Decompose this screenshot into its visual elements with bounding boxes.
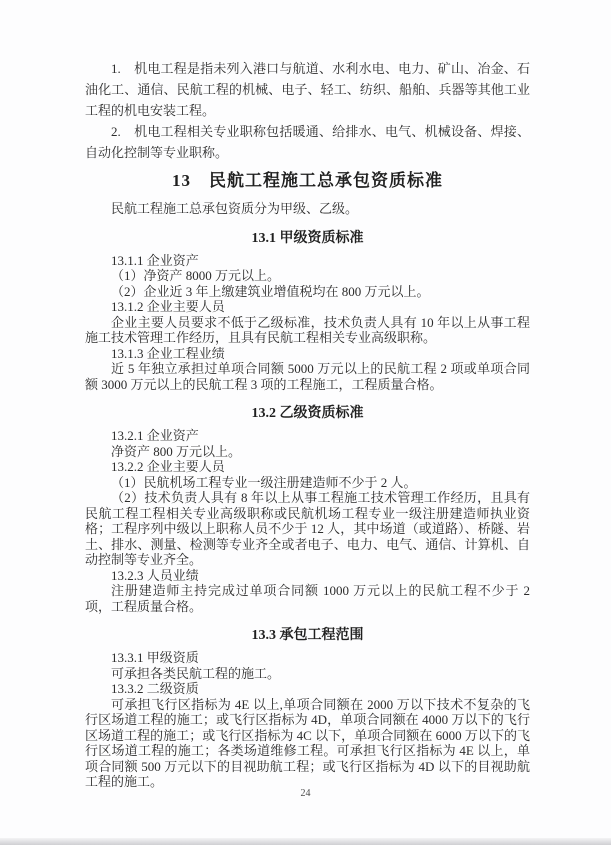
paragraph: 净资产 800 万元以上。: [111, 443, 242, 459]
paragraph: （1）民航机场工程专业一级注册建造师不少于 2 人。: [111, 474, 417, 490]
section-heading: 13.1 甲级资质标准: [251, 230, 364, 246]
paragraph: 民航工程施工总承包资质分为甲级、乙级。: [111, 201, 359, 216]
paragraph: 1. 机电工程是指未列入港口与航道、水利水电、电力、矿山、冶金、石油化工、通信、民航工程的机械、电子、轻工、纺织、船舶、兵器等其他工业工程的机电安装工程。: [85, 61, 530, 118]
paragraph: 企业主要人员要求不低于乙级标准，技术负责人具有 10 年以上从事工程施工技术管理工作经历，且具有民航工程相关专业高级职称。: [85, 314, 530, 345]
paragraph: 2. 机电工程相关专业职称包括暖通、给排水、电气、机械设备、焊接、自动化控制等专业职称。: [85, 124, 530, 160]
paragraph: 注册建造师主持完成过单项合同额 1000 万元以上的民航工程不少于 2 项，工程质量合格。: [85, 583, 530, 614]
subsection-heading: 13.3.2 二级资质: [111, 681, 199, 696]
paragraph: （1）净资产 8000 万元以上。: [111, 268, 281, 283]
paragraph: 可承担各类民航工程的施工。: [111, 665, 281, 681]
paragraph: 可承担飞行区指标为 4E 以上,单项合同额在 2000 万以下技术不复杂的飞行区场道工程的施工；或飞行区指标为 4D，单项合同额在 4000 万以下的飞行区场道工程的施工；或飞行区指标为 4C 以下，单项合同额在 6000 万以下的飞行区场道工程的施工；各类场道维修工程。可承担飞行区指标为 4E 以上，单项合同额 500 万元以下的目视助航工程；或飞行区指标为 4D 以下的目视助航工程的施工。: [85, 696, 530, 789]
subsection-heading: 13.2.2 企业主要人员: [111, 459, 225, 474]
paragraph: （2）企业近 3 年上缴建筑业增值税均在 800 万元以上。: [111, 283, 430, 299]
paragraph: 近 5 年独立承担过单项合同额 5000 万元以上的民航工程 2 项或单项合同额 3000 万元以上的民航工程 3 项的工程施工，工程质量合格。: [85, 361, 530, 392]
subsection-heading: 13.2.3 人员业绩: [111, 567, 199, 583]
paragraph: （2）技术负责人具有 8 年以上从事工程施工技术管理工作经历，且具有民航工程工程相关专业高级职称或民航机场工程专业一级注册建造师执业资格；工程序列中级以上职称人员不少于 12 人，其中场道（或道路）、桥隧、岩土、排水、测量、检测等专业齐全或者电子、电力、电气、通信、计算机、自动控制等专业齐全。: [85, 490, 530, 567]
chapter-heading: 13 民航工程施工总承包资质标准: [172, 171, 443, 190]
page-number: 24: [300, 788, 311, 799]
subsection-heading: 13.1.2 企业主要人员: [111, 299, 225, 314]
subsection-heading: 13.2.1 企业资产: [111, 428, 199, 443]
subsection-heading: 13.3.1 甲级资质: [111, 650, 199, 665]
subsection-heading: 13.1.3 企业工程业绩: [111, 345, 225, 361]
section-heading: 13.2 乙级资质标准: [251, 406, 364, 421]
section-heading: 13.3 承包工程范围: [251, 628, 364, 643]
page-edge-shadow: [0, 838, 611, 845]
subsection-heading: 13.1.1 企业资产: [111, 252, 199, 268]
